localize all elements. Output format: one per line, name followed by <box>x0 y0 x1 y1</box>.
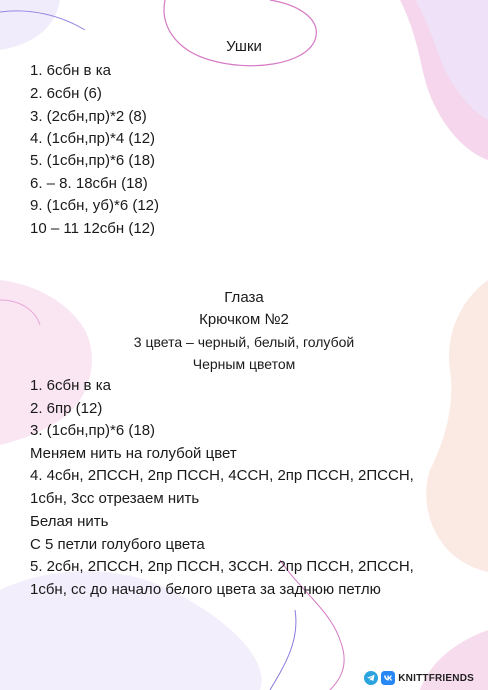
brand-name: KNITTFRIENDS <box>398 672 474 684</box>
eyes-row-5: 4. 4сбн, 2ПССН, 2пр ПССН, 4ССН, 2пр ПССН, 2ПССН, <box>30 467 414 484</box>
eyes-black-label: Черным цветом <box>192 356 296 372</box>
telegram-icon[interactable] <box>364 671 378 685</box>
eyes-row-8: С 5 петли голубого цвета <box>30 536 205 553</box>
ears-row-7: 9. (1сбн, уб)*6 (12) <box>30 197 160 214</box>
eyes-row-7: Белая нить <box>30 513 109 530</box>
eyes-row-6: 1сбн, 3сс отрезаем нить <box>30 490 200 507</box>
section-title-eyes: Глаза <box>224 289 264 306</box>
eyes-row-1: 1. 6сбн в ка <box>30 377 111 394</box>
ears-row-3: 3. (2сбн,пр)*2 (8) <box>30 108 147 125</box>
ears-row-8: 10 – 11 12сбн (12) <box>30 220 156 237</box>
ears-row-6: 6. – 8. 18сбн (18) <box>30 175 148 192</box>
eyes-row-4: Меняем нить на голубой цвет <box>30 445 237 462</box>
eyes-row-3: 3. (1сбн,пр)*6 (18) <box>30 422 156 439</box>
ears-row-2: 2. 6сбн (6) <box>30 85 102 102</box>
eyes-row-9: 5. 2сбн, 2ПССН, 2пр ПССН, 3ССН. 2пр ПССН, 2ПССН, <box>30 558 414 575</box>
eyes-row-10: 1сбн, сс до начало белого цвета за заднюю петлю <box>30 581 381 598</box>
eyes-hook: Крючком №2 <box>199 311 289 328</box>
ears-row-5: 5. (1сбн,пр)*6 (18) <box>30 152 156 169</box>
ears-row-1: 1. 6сбн в ка <box>30 62 111 79</box>
vk-icon[interactable] <box>381 671 395 685</box>
eyes-colors: 3 цвета – черный, белый, голубой <box>133 334 355 350</box>
eyes-row-2: 2. 6пр (12) <box>30 400 103 417</box>
section-title-ears: Ушки <box>226 38 262 55</box>
footer-brand[interactable] <box>364 670 474 686</box>
ears-row-4: 4. (1сбн,пр)*4 (12) <box>30 130 156 147</box>
